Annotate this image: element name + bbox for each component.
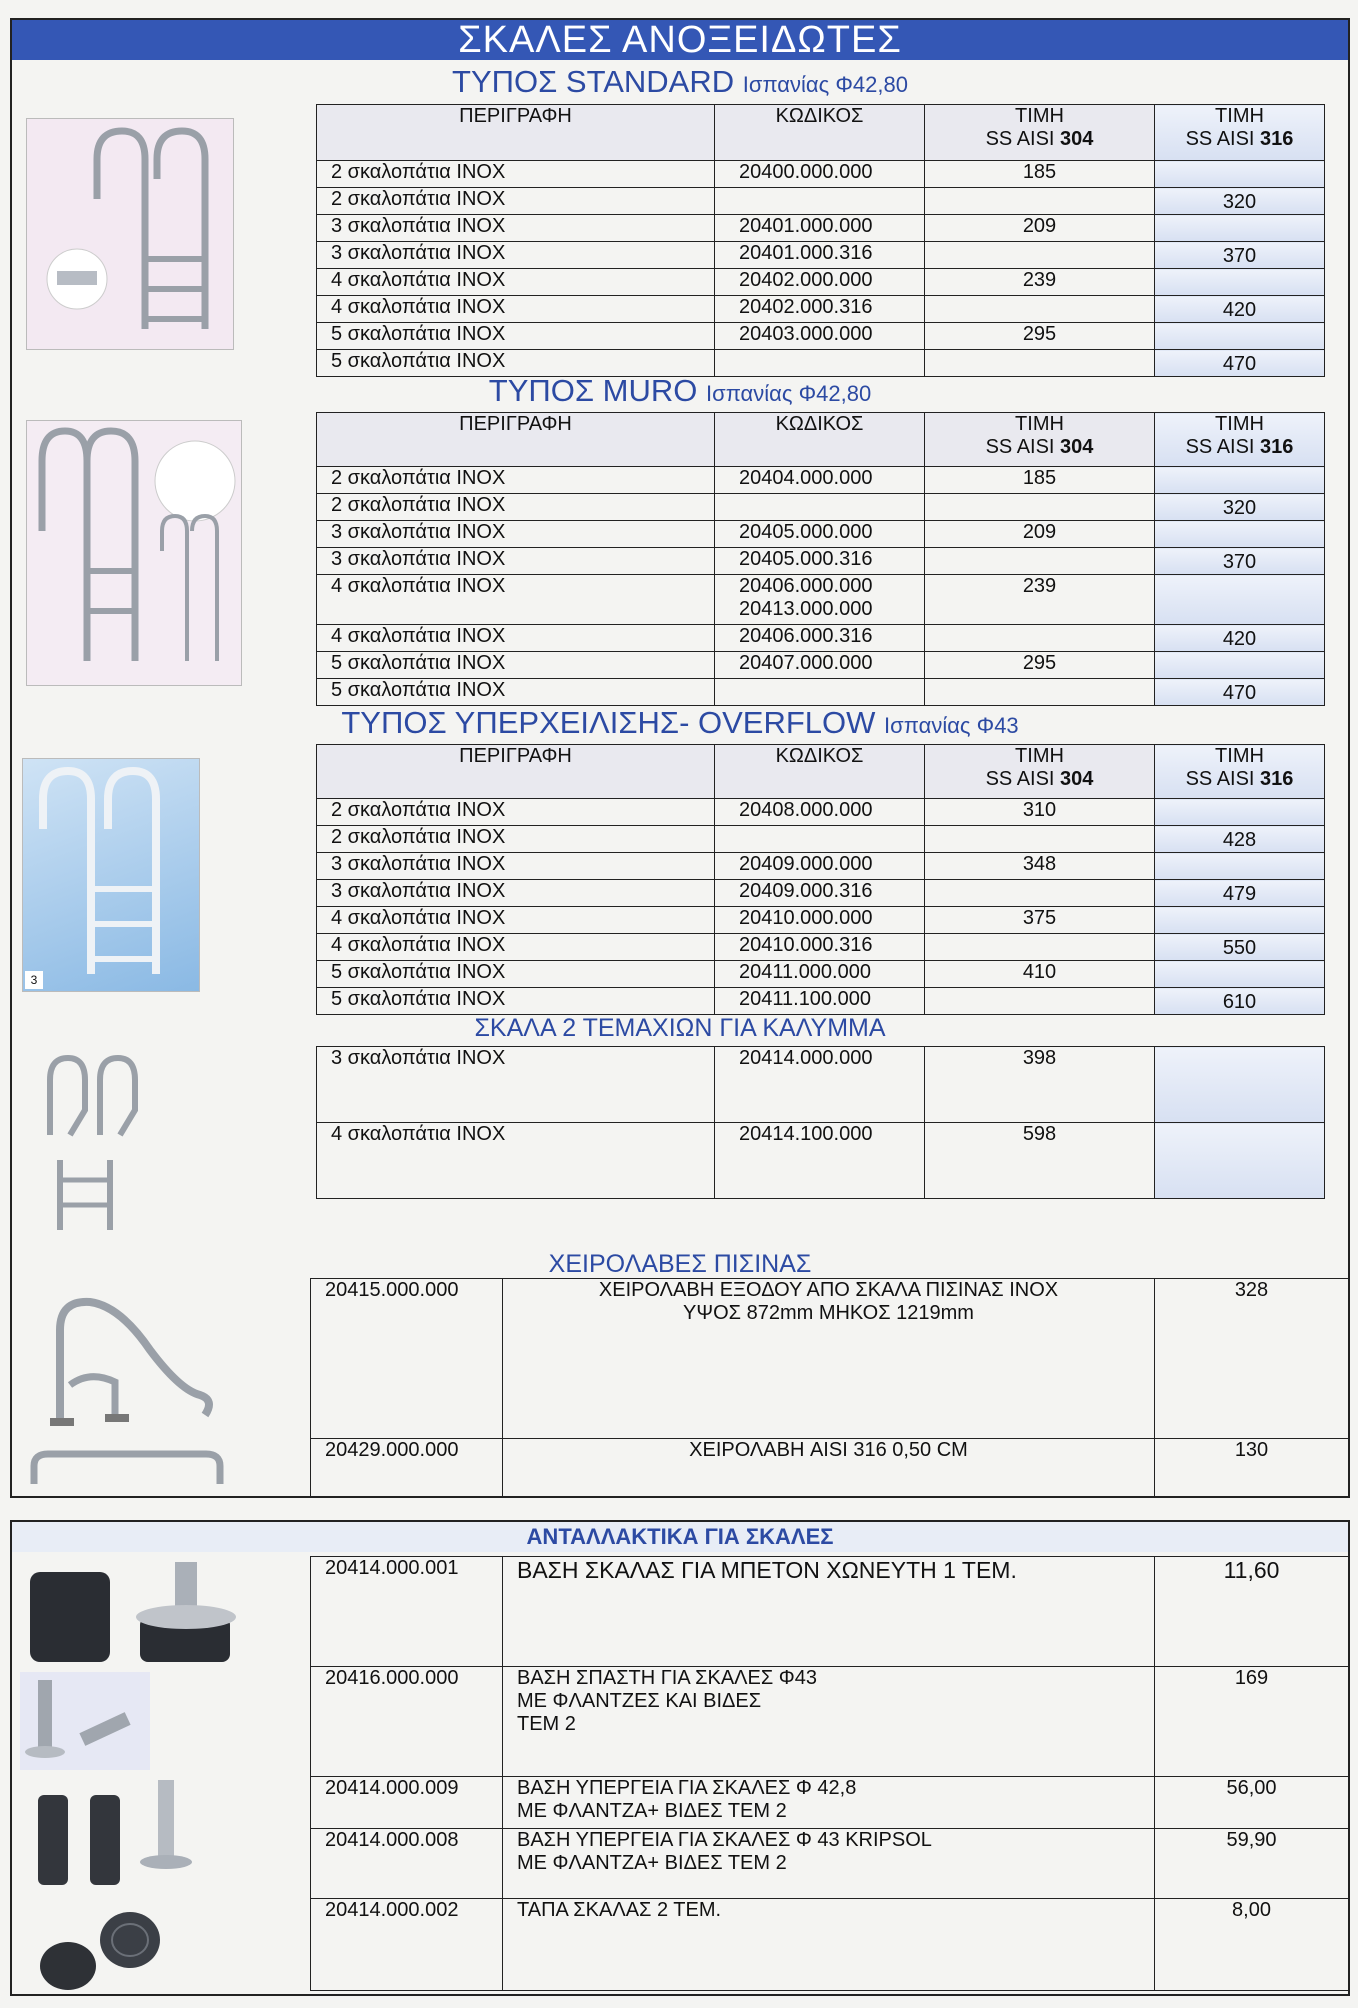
row-description: 2 σκαλοπάτια INOX [317, 467, 715, 494]
table-row [317, 188, 1325, 215]
row-price-304 [925, 548, 1155, 575]
ss-label: SS AISI [985, 436, 1061, 458]
table-row [311, 1667, 1349, 1777]
row-description: 2 σκαλοπάτια INOX [317, 826, 715, 853]
table-row [317, 799, 1325, 826]
ss-grade: 304 [1060, 768, 1094, 790]
table-row [317, 323, 1325, 350]
row-price-304: 348 [925, 853, 1155, 880]
row-code: 20416.000.000 [311, 1667, 503, 1777]
row-code [715, 296, 925, 323]
col-price-316 [1155, 745, 1325, 799]
row-price-304: 209 [925, 215, 1155, 242]
table-row [311, 1829, 1349, 1899]
row-description [503, 1667, 1155, 1777]
desc-line-2: ΜΕ ΦΛΑΝΤΖΑ+ ΒΙΔΕΣ ΤΕΜ 2 [517, 1852, 787, 1874]
row-code [715, 215, 925, 242]
row-price-316: 470 [1155, 350, 1325, 377]
table-row [317, 988, 1325, 1015]
row-code: 20414.000.008 [311, 1829, 503, 1899]
row-description: 2 σκαλοπάτια INOX [317, 188, 715, 215]
cover-ladder-image [40, 1050, 150, 1236]
row-description: 2 σκαλοπάτια INOX [317, 494, 715, 521]
row-code [715, 323, 925, 350]
table-row [317, 625, 1325, 652]
row-code [715, 242, 925, 269]
row-price: 56,00 [1155, 1777, 1349, 1829]
row-code [715, 679, 925, 706]
cap-icon [20, 1906, 250, 1996]
row-price-316 [1155, 1047, 1325, 1123]
base-icon [20, 1672, 150, 1770]
row-description: 4 σκαλοπάτια INOX [317, 934, 715, 961]
ss-label: SS AISI [1185, 128, 1261, 150]
desc-line-2: ΥΨΟΣ 872mm ΜΗΚΟΣ 1219mm [683, 1302, 974, 1324]
section-muro-title [12, 372, 1348, 410]
row-description: 5 σκαλοπάτια INOX [317, 961, 715, 988]
desc-line-1: ΧΕΙΡΟΛΑΒΗ ΕΞΟΔΟΥ ΑΠΟ ΣΚΑΛΑ ΠΙΣΙΝΑΣ INOX [598, 1279, 1059, 1301]
row-description: 3 σκαλοπάτια INOX [317, 521, 715, 548]
section-muro-sub: Ισπανίας Φ42,80 [706, 381, 872, 406]
price-label: ΤΙΜΗ [1215, 745, 1264, 767]
row-price-316 [1155, 269, 1325, 296]
desc-line-3: ΤΕΜ 2 [517, 1713, 576, 1735]
row-description [503, 1829, 1155, 1899]
table-row [317, 296, 1325, 323]
row-code: 20414.000.000 [715, 1047, 925, 1123]
row-price: 328 [1155, 1279, 1349, 1439]
table-row [311, 1777, 1349, 1829]
row-code [715, 988, 925, 1015]
row-price-316: 479 [1155, 880, 1325, 907]
row-price-316: 320 [1155, 494, 1325, 521]
table-row [317, 1123, 1325, 1199]
desc-line-1: ΧΕΙΡΟΛΑΒΗ AISI 316 0,50 CM [689, 1439, 968, 1461]
row-price-304 [925, 934, 1155, 961]
row-code: 20429.000.000 [311, 1439, 503, 1497]
row-code [715, 188, 925, 215]
code-text: 20400.000.000 [739, 161, 873, 183]
table-row [317, 907, 1325, 934]
desc-line-1: ΤΑΠΑ ΣΚΑΛΑΣ 2 ΤΕΜ. [517, 1899, 722, 1921]
spares-table [310, 1556, 1349, 1991]
row-price-316 [1155, 323, 1325, 350]
table-row [317, 826, 1325, 853]
code-text-2: 20413.000.000 [739, 598, 873, 620]
row-price-316 [1155, 467, 1325, 494]
row-description [503, 1899, 1155, 1991]
section-cover-title: ΣΚΑΛΑ 2 ΤΕΜΑΧΙΩΝ ΓΙΑ ΚΑΛΥΜΜΑ [474, 1014, 886, 1042]
cover-table [316, 1046, 1325, 1199]
standard-table [316, 104, 1325, 377]
code-text: 20401.000.000 [739, 215, 873, 237]
table-row [317, 494, 1325, 521]
row-price-304: 185 [925, 161, 1155, 188]
row-price-304: 310 [925, 799, 1155, 826]
col-code: ΚΩΔΙΚΟΣ [715, 105, 925, 161]
row-price-316 [1155, 799, 1325, 826]
table-row [317, 961, 1325, 988]
row-code [715, 161, 925, 188]
row-code [715, 467, 925, 494]
row-description: 4 σκαλοπάτια INOX [317, 907, 715, 934]
row-price-316: 370 [1155, 242, 1325, 269]
row-description: 4 σκαλοπάτια INOX [317, 575, 715, 625]
ss-label: SS AISI [1185, 768, 1261, 790]
table-row [317, 242, 1325, 269]
code-text: 20406.000.000 [739, 575, 873, 597]
price-label: ΤΙΜΗ [1215, 105, 1264, 127]
row-price-316 [1155, 521, 1325, 548]
table-row [311, 1279, 1349, 1439]
row-price-304: 209 [925, 521, 1155, 548]
standard-ladder-image [26, 118, 234, 350]
row-price-316: 370 [1155, 548, 1325, 575]
row-price-316 [1155, 853, 1325, 880]
row-description: 5 σκαλοπάτια INOX [317, 679, 715, 706]
row-description: 2 σκαλοπάτια INOX [317, 799, 715, 826]
row-price: 8,00 [1155, 1899, 1349, 1991]
row-code: 20414.000.002 [311, 1899, 503, 1991]
row-description: 3 σκαλοπάτια INOX [317, 1047, 715, 1123]
section-muro-name: ΤΥΠΟΣ MURO [488, 373, 698, 408]
row-code [715, 548, 925, 575]
row-price-316: 420 [1155, 625, 1325, 652]
row-description [503, 1777, 1155, 1829]
spare-base-concrete-image [20, 1562, 250, 1668]
col-price-316 [1155, 413, 1325, 467]
row-description: 3 σκαλοπάτια INOX [317, 853, 715, 880]
row-code [715, 880, 925, 907]
col-desc: ΠΕΡΙΓΡΑΦΗ [317, 745, 715, 799]
ss-grade: 316 [1260, 436, 1294, 458]
row-description: 3 σκαλοπάτια INOX [317, 215, 715, 242]
row-description [503, 1279, 1155, 1439]
row-description: 4 σκαλοπάτια INOX [317, 625, 715, 652]
col-price-304 [925, 413, 1155, 467]
row-code [715, 934, 925, 961]
col-desc: ΠΕΡΙΓΡΑΦΗ [317, 413, 715, 467]
ladder-icon [27, 421, 241, 685]
desc-line-1: ΒΑΣΗ ΣΠΑΣΤΗ ΓΙΑ ΣΚΑΛΕΣ Φ43 [517, 1667, 817, 1689]
row-code [715, 521, 925, 548]
section-overflow-sub: Ισπανίας Φ43 [884, 713, 1019, 738]
handrail-icon [30, 1290, 220, 1430]
row-code [715, 652, 925, 679]
row-price-304: 239 [925, 575, 1155, 625]
col-code: ΚΩΔΙΚΟΣ [715, 413, 925, 467]
row-price-316 [1155, 161, 1325, 188]
row-code [715, 799, 925, 826]
row-price-316 [1155, 961, 1325, 988]
row-code [715, 625, 925, 652]
row-price-316 [1155, 907, 1325, 934]
row-price-304 [925, 988, 1155, 1015]
desc-line-1: ΒΑΣΗ ΥΠΕΡΓΕΙΑ ΓΙΑ ΣΚΑΛΕΣ Φ 42,8 [517, 1777, 857, 1799]
row-code [715, 269, 925, 296]
row-price-304: 398 [925, 1047, 1155, 1123]
price-label: ΤΙΜΗ [1015, 745, 1064, 767]
table-row [317, 548, 1325, 575]
row-description: 5 σκαλοπάτια INOX [317, 988, 715, 1015]
spare-base-above-ground-image [20, 1780, 250, 1890]
row-code [715, 961, 925, 988]
row-price-316 [1155, 652, 1325, 679]
price-label: ΤΙΜΗ [1015, 105, 1064, 127]
row-price-304: 375 [925, 907, 1155, 934]
row-description [503, 1439, 1155, 1497]
handrail-exit-image [30, 1290, 220, 1430]
row-price-304: 295 [925, 323, 1155, 350]
code-text: 20410.000.316 [739, 934, 873, 956]
muro-table [316, 412, 1325, 706]
row-code [715, 575, 925, 625]
code-text: 20405.000.000 [739, 521, 873, 543]
code-text: 20411.000.000 [739, 961, 871, 983]
table-row [311, 1899, 1349, 1991]
ss-grade: 304 [1060, 436, 1094, 458]
row-description: 4 σκαλοπάτια INOX [317, 1123, 715, 1199]
row-description: 3 σκαλοπάτια INOX [317, 242, 715, 269]
handrails-table [310, 1278, 1349, 1497]
row-price: 169 [1155, 1667, 1349, 1777]
muro-ladder-image [26, 420, 242, 686]
row-price-304 [925, 679, 1155, 706]
row-price-304: 598 [925, 1123, 1155, 1199]
code-text: 20407.000.000 [739, 652, 873, 674]
row-price-304 [925, 242, 1155, 269]
row-price: 11,60 [1155, 1557, 1349, 1667]
ss-label: SS AISI [985, 768, 1061, 790]
handrail-straight-image [22, 1444, 232, 1490]
table-row [317, 467, 1325, 494]
row-description: 5 σκαλοπάτια INOX [317, 652, 715, 679]
row-description: 5 σκαλοπάτια INOX [317, 323, 715, 350]
row-code: 20415.000.000 [311, 1279, 503, 1439]
section-standard-sub: Ισπανίας Φ42,80 [742, 72, 908, 97]
row-code [715, 853, 925, 880]
row-price-316 [1155, 215, 1325, 242]
ladder-icon [40, 1050, 150, 1236]
ladder-icon [23, 759, 199, 991]
section-overflow-title [12, 704, 1348, 742]
row-price-304 [925, 826, 1155, 853]
section-overflow-name: ΤΥΠΟΣ ΥΠΕΡΧΕΙΛΙΣΗΣ- OVERFLOW [341, 705, 876, 740]
row-price-304 [925, 880, 1155, 907]
row-description: 2 σκαλοπάτια INOX [317, 161, 715, 188]
row-price: 59,90 [1155, 1829, 1349, 1899]
row-price-316: 420 [1155, 296, 1325, 323]
row-price-304: 185 [925, 467, 1155, 494]
row-price-316: 320 [1155, 188, 1325, 215]
code-text: 20410.000.000 [739, 907, 873, 929]
table-row [311, 1439, 1349, 1497]
desc-line-2: ΜΕ ΦΛΑΝΤΖΕΣ ΚΑΙ ΒΙΔΕΣ [517, 1690, 762, 1712]
overflow-ladder-image [22, 758, 200, 992]
ss-grade: 316 [1260, 768, 1294, 790]
table-row [317, 215, 1325, 242]
row-price-304 [925, 296, 1155, 323]
code-text: 20402.000.316 [739, 296, 873, 318]
code-text: 20403.000.000 [739, 323, 873, 345]
desc-line-1: ΒΑΣΗ ΣΚΑΛΑΣ ΓΙΑ ΜΠΕΤΟΝ ΧΩΝΕΥΤΗ 1 ΤΕΜ. [517, 1557, 1017, 1583]
row-price-316: 550 [1155, 934, 1325, 961]
row-price-316 [1155, 1123, 1325, 1199]
row-code: 20414.000.009 [311, 1777, 503, 1829]
row-price-304 [925, 625, 1155, 652]
table-row [317, 853, 1325, 880]
row-description [503, 1557, 1155, 1667]
ss-label: SS AISI [985, 128, 1061, 150]
row-price: 130 [1155, 1439, 1349, 1497]
section-handrails-title: ΧΕΙΡΟΛΑΒΕΣ ΠΙΣΙΝΑΣ [548, 1250, 812, 1278]
row-price-304: 410 [925, 961, 1155, 988]
code-text: 20402.000.000 [739, 269, 873, 291]
code-text: 20408.000.000 [739, 799, 873, 821]
desc-line-2: ΜΕ ΦΛΑΝΤΖΑ+ ΒΙΔΕΣ ΤΕΜ 2 [517, 1800, 787, 1822]
table-row [317, 934, 1325, 961]
row-price-304: 295 [925, 652, 1155, 679]
section-standard-name: ΤΥΠΟΣ STANDARD [452, 64, 735, 99]
base-icon [20, 1780, 250, 1890]
row-description: 3 σκαλοπάτια INOX [317, 880, 715, 907]
col-price-304 [925, 745, 1155, 799]
code-text: 20406.000.316 [739, 625, 873, 647]
row-price-316: 610 [1155, 988, 1325, 1015]
section-spares-title: ΑΝΤΑΛΛΑΚΤΙΚΑ ΓΙΑ ΣΚΑΛΕΣ [12, 1522, 1348, 1552]
code-text: 20401.000.316 [739, 242, 873, 264]
price-label: ΤΙΜΗ [1215, 413, 1264, 435]
row-description: 5 σκαλοπάτια INOX [317, 350, 715, 377]
code-text: 20404.000.000 [739, 467, 873, 489]
col-desc: ΠΕΡΙΓΡΑΦΗ [317, 105, 715, 161]
code-text: 20409.000.316 [739, 880, 873, 902]
col-code: ΚΩΔΙΚΟΣ [715, 745, 925, 799]
table-row [317, 161, 1325, 188]
handrail-icon [22, 1444, 232, 1490]
desc-line-1: ΒΑΣΗ ΥΠΕΡΓΕΙΑ ΓΙΑ ΣΚΑΛΕΣ Φ 43 KRIPSOL [517, 1829, 932, 1851]
section-standard-title [12, 62, 1348, 102]
row-description: 3 σκαλοπάτια INOX [317, 548, 715, 575]
table-row [317, 652, 1325, 679]
overflow-table [316, 744, 1325, 1015]
ladder-icon [27, 119, 233, 349]
row-price-304: 239 [925, 269, 1155, 296]
table-row [317, 679, 1325, 706]
row-code [715, 826, 925, 853]
row-description: 4 σκαλοπάτια INOX [317, 269, 715, 296]
spare-cap-image [20, 1906, 250, 1996]
page-title: ΣΚΑΛΕΣ ΑΝΟΞΕΙΔΩΤΕΣ [12, 20, 1348, 60]
table-row [311, 1557, 1349, 1667]
row-code [715, 907, 925, 934]
row-description: 4 σκαλοπάτια INOX [317, 296, 715, 323]
code-text: 20411.100.000 [739, 988, 871, 1010]
row-price-316: 428 [1155, 826, 1325, 853]
row-price-304 [925, 494, 1155, 521]
row-price-316: 470 [1155, 679, 1325, 706]
ss-grade: 304 [1060, 128, 1094, 150]
row-price-316 [1155, 575, 1325, 625]
col-price-316 [1155, 105, 1325, 161]
table-row [317, 1047, 1325, 1123]
row-code: 20414.000.001 [311, 1557, 503, 1667]
col-price-304 [925, 105, 1155, 161]
code-text: 20405.000.316 [739, 548, 873, 570]
price-label: ΤΙΜΗ [1015, 413, 1064, 435]
table-row [317, 575, 1325, 625]
row-price-304 [925, 188, 1155, 215]
table-row [317, 269, 1325, 296]
spare-base-hinged-image [20, 1672, 150, 1770]
ss-label: SS AISI [1185, 436, 1261, 458]
table-row [317, 521, 1325, 548]
row-code: 20414.100.000 [715, 1123, 925, 1199]
table-row [317, 880, 1325, 907]
ss-grade: 316 [1260, 128, 1294, 150]
row-code [715, 494, 925, 521]
code-text: 20409.000.000 [739, 853, 873, 875]
base-icon [20, 1562, 250, 1668]
image-badge: 3 [25, 971, 43, 989]
